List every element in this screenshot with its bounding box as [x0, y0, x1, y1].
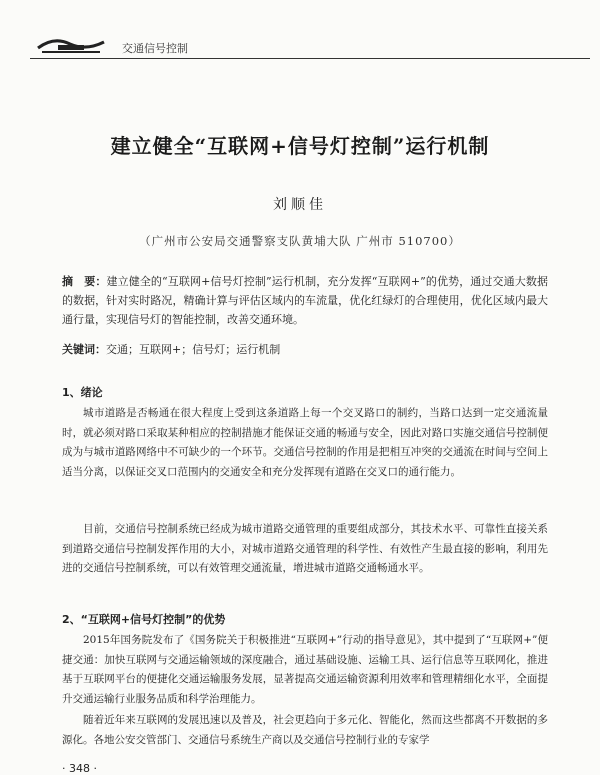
header-rule: [30, 58, 590, 59]
keywords-text: 交通；互联网+；信号灯；运行机制: [106, 343, 281, 356]
author-affiliation: （广州市公安局交通警察支队黄埔大队 广州市 510700）: [139, 234, 461, 248]
section-heading-2: 2、“互联网+信号灯控制”的优势: [62, 613, 226, 626]
page-number: · 348 ·: [62, 762, 97, 775]
section-1-paragraph-2: 目前，交通信号控制系统已经成为城市道路交通管理的重要组成部分，其技术水平、可靠性直接关系到道路交通信号控制发挥作用的大小，对城市道路交通管理的科学性、有效性产生最直接的影响，利用先进的交通信号控制系统，可以有效管理交通流量，增进城市道路交通畅通水平。: [62, 523, 548, 574]
abstract-text: 建立健全的“互联网+信号灯控制”运行机制，充分发挥“互联网+”的优势，通过交通大数据的数据，针对实时路况，精确计算与评估区域内的车流量，优化红绿灯的合理使用，优化区域内最大通行量，实现信号灯的智能控制，改善交通环境。: [62, 275, 548, 326]
keywords: [62, 340, 548, 359]
abstract-label: 摘 要：: [62, 275, 107, 288]
author-name: 刘顺佳: [273, 197, 327, 213]
journal-logo-icon: [36, 34, 106, 56]
keywords-label: 关键词：: [62, 343, 106, 356]
abstract: [62, 272, 548, 329]
section-1-paragraph-1: 城市道路是否畅通在很大程度上受到这条道路上每一个交叉路口的制约，当路口达到一定交通流量时，就必须对路口采取某种相应的控制措施才能保证交通的畅通与安全，因此对路口实施交通信号控制便成为与城市道路网络中不可缺少的一个环节。交通信号控制的作用是把相互冲突的交通流在时间与空间上适当分离，以保证交叉口范围内的交通安全和充分发挥现有道路在交叉口的通行能力。: [62, 407, 548, 478]
section-heading-1: 1、绪论: [62, 386, 103, 399]
section-2-paragraph-1: 2015年国务院发布了《国务院关于积极推进“互联网+”行动的指导意见》，其中提到了“互联网+”便捷交通：加快互联网与交通运输领域的深度融合，通过基础设施、运输工具、运行信息等互联网化，推进基于互联网平台的便捷化交通运输服务发展，显著提高交通运输资源利用效率和管理精细化水平，全面提升交通运输行业服务品质和科学治理能力。: [62, 634, 548, 705]
section-2-paragraph-2: 随着近年来互联网的发展迅速以及普及，社会更趋向于多元化、智能化，然而这些都离不开数据的多源化。各地公安交管部门、交通信号系统生产商以及交通信号控制行业的专家学: [62, 714, 548, 746]
running-header: [30, 32, 590, 62]
article-title: 建立健全“互联网+信号灯控制”运行机制: [110, 134, 490, 158]
journal-name: 交通信号控制: [122, 42, 188, 55]
